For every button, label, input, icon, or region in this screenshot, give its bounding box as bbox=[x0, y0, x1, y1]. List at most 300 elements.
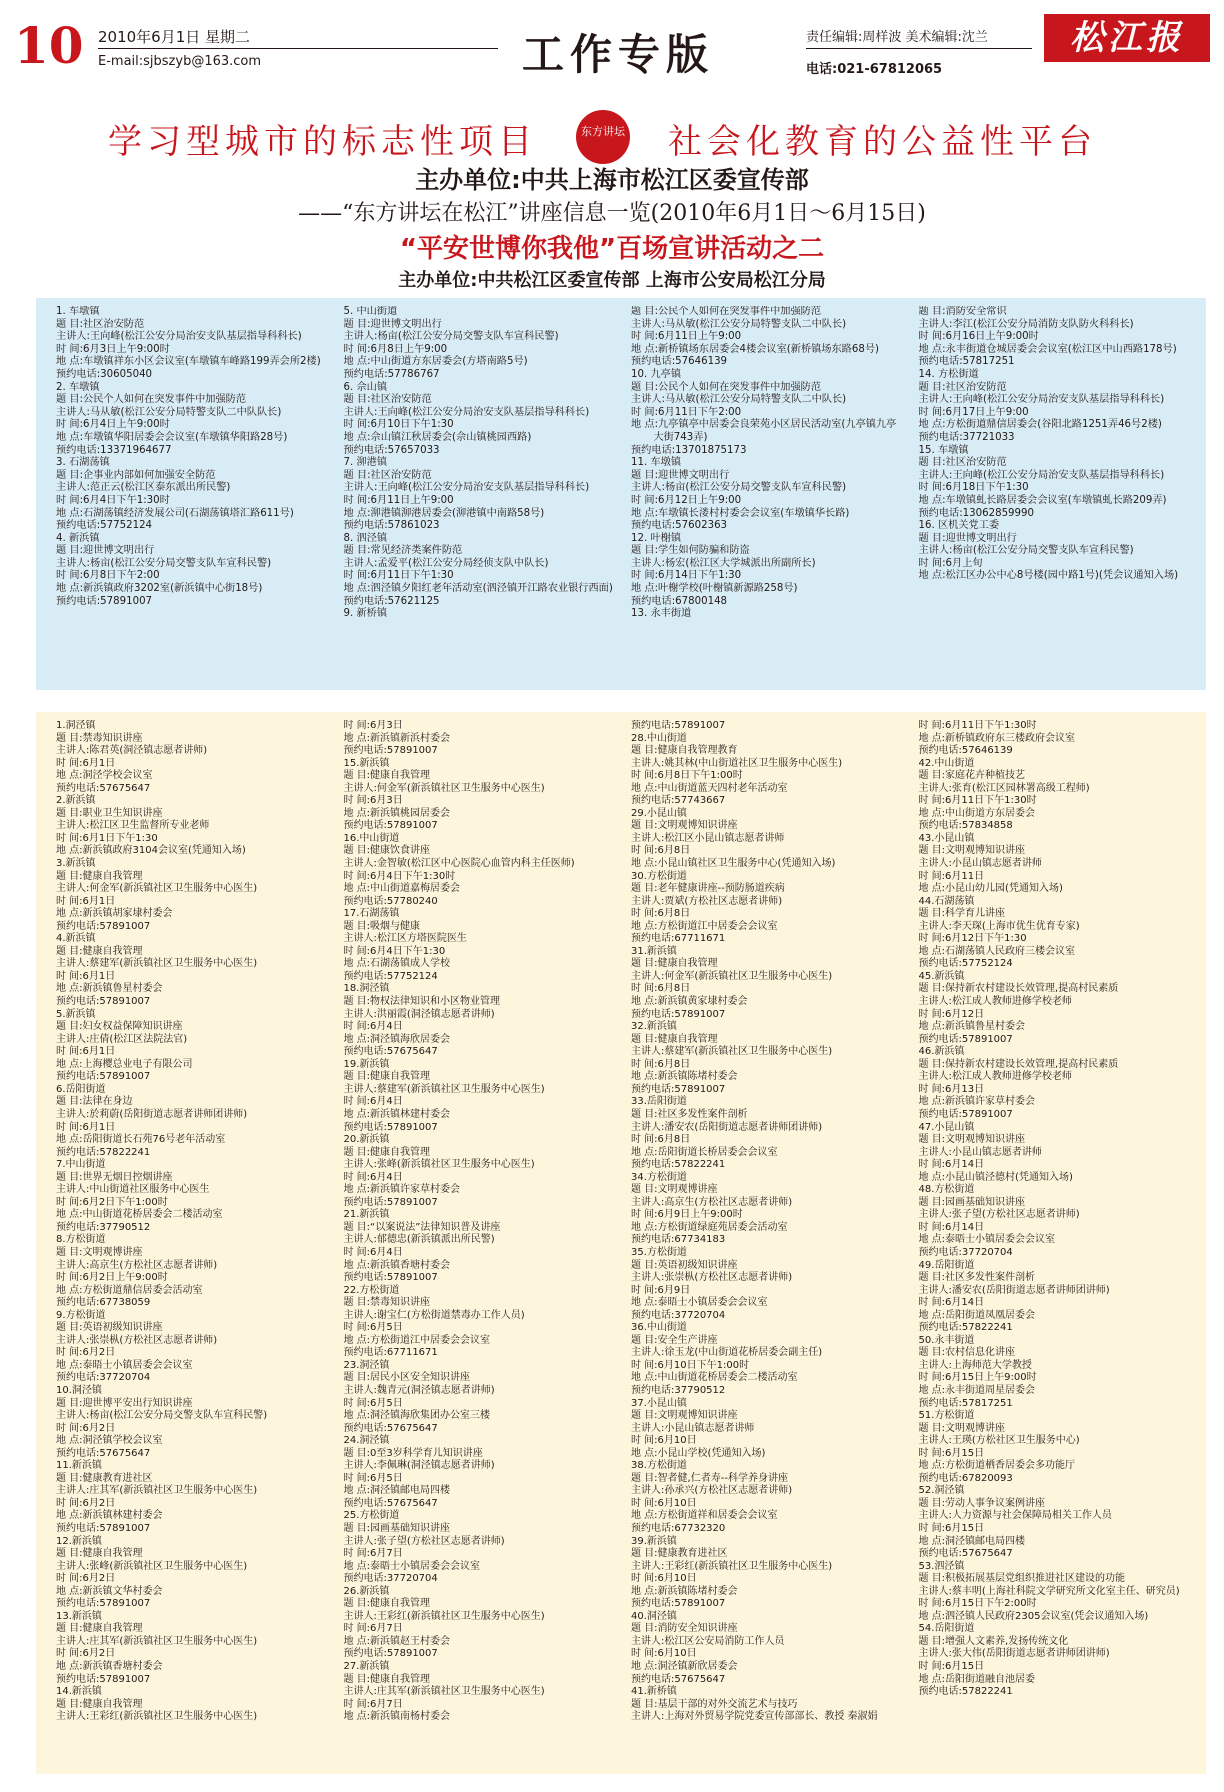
lecture-field: 主讲人:张子望(方松社区志愿者讲师) bbox=[918, 1209, 1080, 1221]
lecture-field: 地 点:岳阳街道长桥居委会会议室 bbox=[631, 1146, 778, 1158]
lecture-field: 主讲人:洪丽霞(洞泾镇志愿者讲师) bbox=[343, 1008, 495, 1020]
lecture-entry bbox=[344, 1059, 618, 1134]
lecture-field: 预约电话:57891007 bbox=[343, 1272, 438, 1284]
slogan-left: 学习型城市的标志性项目 bbox=[108, 122, 537, 162]
lecture-field: 时 间:6月11日 bbox=[918, 870, 985, 882]
lecture-venue-heading: 2.新浜镇 bbox=[56, 795, 96, 807]
lecture-field: 地 点:新浜镇桃园居委会 bbox=[343, 807, 451, 819]
lecture-field: 预约电话:57675647 bbox=[343, 1422, 438, 1434]
lecture-venue-heading: 9.方松街道 bbox=[56, 1309, 106, 1321]
lecture-field: 主讲人:王向峰(松江公安分局治安支队基层指导科科长) bbox=[56, 331, 302, 343]
lecture-field: 地 点:洞泾镇邮电局四楼 bbox=[343, 1485, 451, 1497]
lecture-field: 题 目:禁毒知识讲座 bbox=[56, 732, 143, 744]
lecture-field: 预约电话:57891007 bbox=[631, 1008, 726, 1020]
lecture-venue-heading: 46.新浜镇 bbox=[918, 1046, 965, 1058]
lecture-venue-heading: 30.方松街道 bbox=[631, 870, 687, 882]
lecture-field: 地 点:新浜镇文华村委会 bbox=[56, 1585, 163, 1597]
lecture-field: 题 目:英语初级知识讲座 bbox=[56, 1322, 163, 1334]
lecture-entry bbox=[56, 933, 330, 1008]
lecture-entry bbox=[919, 520, 1193, 583]
lecture-field: 时 间:6月8日 bbox=[631, 983, 691, 995]
lecture-venue-heading: 15.新浜镇 bbox=[343, 757, 390, 769]
lecture-entry bbox=[631, 1322, 905, 1397]
lecture-field: 时 间:6月1日 bbox=[56, 1046, 116, 1058]
lecture-field: 时 间:6月4日下午1:30 bbox=[343, 945, 446, 957]
lecture-field: 题 目:文明观博讲座 bbox=[56, 1246, 143, 1258]
lecture-field: 预约电话:57752124 bbox=[56, 520, 153, 532]
lecture-field: 题 目:社区治安防范 bbox=[56, 318, 145, 330]
lecture-venue-heading: 35.方松街道 bbox=[631, 1246, 687, 1258]
lecture-field: 地 点:中山街道花桥居委会二楼活动室 bbox=[631, 1372, 798, 1384]
lecture-field: 主讲人:蔡丰明(上海社科院文学研究所文化室主任、研究员) bbox=[918, 1585, 1180, 1597]
lecture-entry bbox=[631, 720, 905, 733]
lecture-field: 地 点:岳阳街道长石苑76号老年活动室 bbox=[56, 1134, 226, 1146]
lecture-entry bbox=[919, 1335, 1193, 1410]
lecture-field: 时 间:6月10日下午1:30 bbox=[343, 419, 454, 431]
panel-b-column bbox=[919, 720, 1193, 1766]
lecture-entry bbox=[919, 306, 1193, 369]
lecture-field: 地 点:泗泾镇人民政府2305会议室(凭会议通知入场) bbox=[918, 1610, 1149, 1622]
lecture-entry bbox=[631, 871, 905, 946]
lecture-field: 预约电话:57891007 bbox=[631, 720, 726, 731]
lecture-field: 题 目:消防安全常识 bbox=[918, 306, 1007, 317]
lecture-field: 主讲人:张峰(新浜镇社区卫生服务中心医生) bbox=[56, 1560, 248, 1572]
lecture-venue-heading: 16.中山街道 bbox=[343, 832, 400, 844]
lecture-venue-heading: 42.中山街道 bbox=[918, 757, 975, 769]
lecture-field: 题 目:迎世博文明出行 bbox=[56, 545, 155, 557]
lecture-field: 地 点:小昆山镇泾德村(凭通知入场) bbox=[918, 1171, 1073, 1183]
lecture-venue-heading: 10.洞泾镇 bbox=[56, 1384, 102, 1396]
lecture-venue-heading: 4.新浜镇 bbox=[56, 933, 96, 945]
lecture-venue-heading: 23.洞泾镇 bbox=[343, 1359, 390, 1371]
lecture-field: 题 目:基层干部的对外交流艺术与技巧 bbox=[631, 1698, 798, 1710]
lecture-field: 题 目:老年健康讲座--预防肠道疾病 bbox=[631, 883, 785, 895]
lecture-field: 主讲人:张子望(方松社区志愿者讲师) bbox=[343, 1535, 505, 1547]
lecture-entry bbox=[56, 306, 330, 382]
lecture-entry bbox=[344, 758, 618, 833]
lecture-field: 预约电话:57891007 bbox=[631, 1083, 726, 1095]
lecture-field: 地 点:新桥镇政府东三楼政府会议室 bbox=[918, 732, 1076, 744]
lecture-field: 题 目:健康自我管理 bbox=[56, 1623, 143, 1635]
lecture-field: 地 点:洞泾镇海欣集团办公室三楼 bbox=[343, 1410, 491, 1422]
lecture-entry bbox=[344, 306, 618, 382]
lecture-field: 地 点:中山街道嘉梅居委会 bbox=[343, 883, 461, 895]
lecture-venue-heading: 43.小昆山镇 bbox=[918, 832, 975, 844]
lecture-field: 题 目:健康自我管理 bbox=[343, 1598, 431, 1610]
lecture-field: 预约电话:57891007 bbox=[918, 1108, 1013, 1120]
lecture-field: 题 目:智者健,仁者寿--科学养身讲座 bbox=[631, 1472, 788, 1484]
lecture-entry bbox=[919, 369, 1193, 445]
lecture-field: 预约电话:57675647 bbox=[918, 1548, 1013, 1560]
lecture-field: 地 点:永丰街道周星居委会 bbox=[918, 1384, 1036, 1396]
lecture-field: 地 点:泰晤士小镇居委会会议室 bbox=[918, 1234, 1056, 1246]
lecture-field: 主讲人:张崇枞(方松社区志愿者讲师) bbox=[56, 1334, 218, 1346]
lecture-field: 预约电话:67711671 bbox=[343, 1347, 438, 1359]
lecture-field: 主讲人:张峰(新浜镇社区卫生服务中心医生) bbox=[343, 1159, 535, 1171]
lecture-venue-heading: 41.新桥镇 bbox=[631, 1686, 677, 1698]
lecture-entry bbox=[919, 1184, 1193, 1259]
lecture-entry bbox=[919, 1623, 1193, 1698]
lecture-entry bbox=[344, 1285, 618, 1360]
lecture-field: 预约电话:57675647 bbox=[343, 1046, 438, 1058]
panel-a-column bbox=[631, 306, 905, 682]
panel-b-column bbox=[344, 720, 618, 1766]
lecture-field: 地 点:泗泾镇夕阳红老年活动室(泗泾镇开江路农业银行西面) bbox=[343, 583, 613, 595]
lecture-field: 地 点:新浜镇许家草村委会 bbox=[343, 1184, 461, 1196]
lecture-field: 地 点:岳阳街道凤凰居委会 bbox=[918, 1309, 1036, 1321]
lecture-field: 地 点:新浜镇政府3202室(新浜镇中心街18号) bbox=[56, 583, 263, 595]
lecture-venue-heading: 4. 新浜镇 bbox=[56, 532, 100, 544]
lecture-field: 地 点:小昆山学校(凭通知入场) bbox=[631, 1447, 766, 1459]
lecture-entry bbox=[344, 1435, 618, 1510]
lecture-venue-heading: 17.石湖荡镇 bbox=[343, 908, 400, 920]
lecture-field: 主讲人:李佩琳(洞泾镇志愿者讲师) bbox=[343, 1460, 495, 1472]
lecture-field: 题 目:健康自我管理 bbox=[56, 1548, 143, 1560]
lecture-field: 时 间:6月10日 bbox=[631, 1648, 697, 1660]
lecture-field: 预约电话:57891007 bbox=[343, 1648, 438, 1660]
lecture-field: 题 目:迎世博文明出行 bbox=[631, 469, 730, 481]
panel-a-column bbox=[344, 306, 618, 682]
lecture-field: 时 间:6月7日 bbox=[343, 1548, 403, 1560]
lecture-field: 题 目:园画基础知识讲座 bbox=[918, 1196, 1026, 1208]
lecture-entry bbox=[631, 533, 905, 609]
lecture-field: 时 间:6月9日上午9:00时 bbox=[631, 1209, 743, 1221]
lecture-entry bbox=[631, 306, 905, 369]
lecture-field: 时 间:6月7日 bbox=[343, 1623, 403, 1635]
lecture-field: 时 间:6月4日 bbox=[343, 1246, 403, 1258]
lecture-venue-heading: 8.方松街道 bbox=[56, 1234, 106, 1246]
lecture-entry bbox=[631, 733, 905, 808]
lecture-field: 主讲人:王彩红(新浜镇社区卫生服务中心医生) bbox=[56, 1711, 258, 1723]
lecture-field: 预约电话:67732320 bbox=[631, 1523, 726, 1534]
lecture-field: 题 目:社区治安防范 bbox=[343, 394, 432, 406]
lecture-venue-heading: 13.新浜镇 bbox=[56, 1610, 102, 1622]
lecture-field: 主讲人:张大伟(岳阳街道志愿者讲师团讲师) bbox=[918, 1648, 1110, 1660]
lecture-field: 地 点:泰晤士小镇居委会会议室 bbox=[631, 1297, 768, 1309]
lecture-field: 地 点:新浜镇林建村委会 bbox=[56, 1510, 163, 1522]
lecture-venue-heading: 8. 泗泾镇 bbox=[343, 532, 388, 544]
lecture-venue-heading: 53.泗泾镇 bbox=[918, 1560, 965, 1572]
lecture-series-title: ——“东方讲坛在松江”讲座信息一览(2010年6月1日～6月15日) bbox=[298, 201, 926, 226]
lecture-field: 地 点:新浜镇黄家埭村委会 bbox=[631, 996, 748, 1008]
lecture-entry bbox=[631, 369, 905, 457]
lecture-entry bbox=[631, 1398, 905, 1461]
lecture-field: 时 间:6月2日 bbox=[56, 1573, 116, 1585]
lecture-entry bbox=[919, 1046, 1193, 1121]
lecture-entry bbox=[56, 382, 330, 458]
lecture-field: 地 点:中山街道花桥居委会二楼活动室 bbox=[56, 1209, 223, 1221]
lecture-venue-heading: 14. 方松街道 bbox=[918, 368, 979, 380]
lecture-venue-heading: 6.岳阳街道 bbox=[56, 1083, 106, 1095]
lecture-field: 地 点:泰晤士小镇居委会会议室 bbox=[56, 1359, 193, 1371]
lecture-field: 时 间:6月12日上午9:00 bbox=[631, 494, 742, 506]
lecture-field: 地 点:九亭镇亭中居委会良荣苑小区居民活动室(九亭镇九亭大街743弄) bbox=[631, 419, 897, 443]
lecture-entry bbox=[631, 1611, 905, 1686]
lecture-venue-heading: 1. 车墩镇 bbox=[56, 306, 100, 317]
lecture-field: 时 间:6月2日上午9:00时 bbox=[56, 1272, 168, 1284]
lecture-field: 题 目:健康自我管理 bbox=[631, 1033, 718, 1045]
lecture-field: 主讲人:小昆山镇志愿者讲师 bbox=[631, 1422, 755, 1434]
lecture-field: 题 目:公民个人如何在突发事件中加强防范 bbox=[631, 381, 822, 393]
lecture-field: 题 目:家庭花卉种植技艺 bbox=[918, 770, 1026, 782]
lecture-field: 地 点:洞泾镇邮电局四楼 bbox=[918, 1535, 1026, 1547]
lecture-venue-heading: 9. 新桥镇 bbox=[343, 608, 388, 620]
lecture-entry bbox=[631, 608, 905, 621]
lecture-field: 题 目:健康自我管理 bbox=[343, 1071, 431, 1083]
lecture-field: 题 目:健康自我管理 bbox=[56, 1698, 143, 1710]
lecture-venue-heading: 45.新浜镇 bbox=[918, 970, 965, 982]
lecture-field: 时 间:6月12日 bbox=[918, 1008, 985, 1020]
lecture-field: 地 点:车墩镇虬长路居委会会议室(车墩镇虬长路209弄) bbox=[918, 494, 1167, 506]
lecture-venue-heading: 5.新浜镇 bbox=[56, 1008, 96, 1020]
lecture-entry bbox=[56, 533, 330, 609]
lecture-field: 地 点:方松街道绿庭苑居委会活动室 bbox=[631, 1221, 788, 1233]
lecture-field: 主讲人:庄其军(新浜镇社区卫生服务中心医生) bbox=[56, 1485, 258, 1497]
lecture-field: 主讲人:徐玉龙(中山街道花桥居委会副主任) bbox=[631, 1347, 823, 1359]
lecture-venue-heading: 14.新浜镇 bbox=[56, 1686, 102, 1698]
lecture-field: 主讲人:李天琛(上海市优生优育专家) bbox=[918, 920, 1080, 932]
lecture-field: 预约电话:57646139 bbox=[918, 745, 1013, 757]
lecture-field: 主讲人:郁德忠(新浜镇派出所民警) bbox=[343, 1234, 495, 1246]
lecture-field: 时 间:6月1日下午1:30 bbox=[56, 832, 158, 844]
lecture-field: 时 间:6月15日 bbox=[918, 1661, 985, 1673]
lecture-field: 预约电话:57817251 bbox=[918, 356, 1015, 368]
lecture-venue-heading: 33.岳阳街道 bbox=[631, 1096, 687, 1108]
lecture-field: 时 间:6月11日上午9:00 bbox=[343, 494, 454, 506]
lecture-field: 时 间:6月11日下午1:30 bbox=[343, 570, 454, 582]
lecture-field: 题 目:文明观博讲座 bbox=[631, 1184, 718, 1196]
panel-b-column bbox=[631, 720, 905, 1766]
lecture-field: 预约电话:57752124 bbox=[918, 958, 1013, 970]
lecture-field: 题 目:健康饮食讲座 bbox=[343, 845, 431, 857]
lecture-entry bbox=[56, 1611, 330, 1686]
lecture-field: 时 间:6月14日 bbox=[918, 1159, 985, 1171]
lecture-entry bbox=[344, 720, 618, 758]
lecture-field: 时 间:6月8日 bbox=[631, 845, 691, 857]
lecture-field: 主讲人:上海对外贸易学院党委宣传部部长、教授 秦淑娟 bbox=[631, 1711, 878, 1723]
lecture-entry bbox=[344, 1510, 618, 1585]
lecture-field: 主讲人:王向峰(松江公安分局治安支队基层指导科科长) bbox=[918, 394, 1165, 406]
lecture-field: 题 目:保持新农村建设长效管理,提高村民素质 bbox=[918, 1058, 1119, 1070]
lecture-field: 时 间:6月2日 bbox=[56, 1648, 116, 1660]
lecture-field: 主讲人:松江成人教师进修学校老师 bbox=[918, 1071, 1072, 1083]
lecture-venue-heading: 29.小昆山镇 bbox=[631, 807, 687, 819]
lecture-field: 预约电话:57780240 bbox=[343, 895, 438, 907]
lecture-field: 地 点:岳阳街道融自池居委 bbox=[918, 1673, 1036, 1685]
lecture-venue-heading: 48.方松街道 bbox=[918, 1184, 975, 1196]
lecture-field: 地 点:中山街道方东居委会(方塔南路5号) bbox=[343, 356, 528, 368]
lecture-field: 预约电话:57602363 bbox=[631, 520, 728, 532]
issue-date: 2010年6月1日 星期二 bbox=[98, 28, 251, 46]
lecture-field: 时 间:6月18日下午1:30 bbox=[918, 482, 1029, 494]
lecture-field: 题 目:社区治安防范 bbox=[343, 469, 432, 481]
safety-lecture-panel bbox=[36, 298, 1206, 690]
lecture-field: 主讲人:王彩红(新浜镇社区卫生服务中心医生) bbox=[343, 1610, 545, 1622]
lecture-field: 地 点:车墩镇祥东小区会议室(车墩镇车峰路199弄会所2楼) bbox=[56, 356, 321, 368]
lecture-field: 题 目:文明观博知识讲座 bbox=[631, 1410, 738, 1422]
lecture-field: 主讲人:魏青元(洞泾镇志愿者讲师) bbox=[343, 1384, 495, 1396]
lecture-field: 预约电话:57834858 bbox=[918, 820, 1013, 832]
lecture-field: 题 目:法律在身边 bbox=[56, 1096, 133, 1108]
lecture-entry bbox=[344, 1360, 618, 1435]
lecture-field: 地 点:叶榭学校(叶榭镇新源路258号) bbox=[631, 583, 798, 595]
lecture-entry bbox=[344, 382, 618, 458]
lecture-venue-heading: 39.新浜镇 bbox=[631, 1535, 677, 1547]
lecture-venue-heading: 12.新浜镇 bbox=[56, 1535, 102, 1547]
lecture-venue-heading: 13. 永丰街道 bbox=[631, 608, 692, 620]
lecture-field: 地 点:方松街道江中居委会会议室 bbox=[343, 1334, 491, 1346]
lecture-entry bbox=[919, 1410, 1193, 1485]
lecture-venue-heading: 51.方松街道 bbox=[918, 1410, 975, 1422]
section-title: 工作专版 bbox=[522, 30, 715, 79]
lecture-field: 主讲人:人力资源与社会保障局相关工作人员 bbox=[918, 1510, 1112, 1522]
lecture-venue-heading: 11. 车墩镇 bbox=[631, 457, 682, 469]
lecture-field: 时 间:6月5日 bbox=[343, 1472, 403, 1484]
lecture-field: 主讲人:王向峰(松江公安分局治安支队基层指导科科长) bbox=[918, 469, 1165, 481]
lecture-field: 地 点:佘山镇江秋居委会(佘山镇桃园西路) bbox=[343, 431, 532, 443]
lecture-entry bbox=[56, 1385, 330, 1460]
lecture-field: 题 目:社区多发性案件剖析 bbox=[918, 1272, 1036, 1284]
lecture-venue-heading: 15. 车墩镇 bbox=[918, 444, 969, 456]
lecture-field: 主讲人:松江区方塔医院医生 bbox=[343, 933, 467, 945]
lecture-field: 预约电话:57861023 bbox=[343, 520, 440, 532]
lecture-entry bbox=[631, 1172, 905, 1247]
lecture-field: 题 目:迎世博文明出行 bbox=[918, 532, 1017, 544]
lecture-entry bbox=[919, 896, 1193, 971]
lecture-field: 预约电话:30605040 bbox=[56, 368, 153, 380]
lecture-field: 预约电话:13701875173 bbox=[631, 444, 747, 456]
lecture-field: 地 点:石湖荡镇人民政府三楼会议室 bbox=[918, 945, 1076, 957]
lecture-field: 主讲人:松江区小昆山镇志愿者讲师 bbox=[631, 832, 785, 844]
lecture-field: 题 目:保持新农村建设长效管理,提高村民素质 bbox=[918, 983, 1119, 995]
lecture-field: 主讲人:马从敏(松江公安分局特警支队二中队队长) bbox=[56, 406, 282, 418]
lecture-field: 预约电话:57891007 bbox=[56, 1071, 151, 1083]
lecture-field: 时 间:6月9日 bbox=[631, 1284, 691, 1296]
lecture-entry bbox=[919, 758, 1193, 833]
lecture-field: 时 间:6月5日 bbox=[343, 1397, 403, 1409]
lecture-field: 时 间:6月2日下午1:00时 bbox=[56, 1196, 168, 1208]
lecture-field: 预约电话:57675647 bbox=[56, 782, 151, 794]
lecture-venue-heading: 7. 泖港镇 bbox=[343, 457, 388, 469]
lecture-entry bbox=[56, 1084, 330, 1159]
lecture-venue-heading: 10. 九亭镇 bbox=[631, 368, 682, 380]
lecture-entry bbox=[631, 1686, 905, 1724]
lecture-field: 题 目:科学育儿讲座 bbox=[918, 908, 1006, 920]
lecture-field: 主讲人:庄倩(松江区法院法官) bbox=[56, 1033, 188, 1045]
lecture-field: 题 目:公民个人如何在突发事件中加强防范 bbox=[56, 394, 247, 406]
lecture-field: 主讲人:孙承兴(方松社区志愿者讲师) bbox=[631, 1485, 793, 1497]
lecture-field: 预约电话:37721033 bbox=[918, 431, 1015, 443]
lecture-entry bbox=[631, 1096, 905, 1171]
lecture-field: 题 目:常见经济类案件防范 bbox=[343, 545, 463, 557]
lecture-field: 预约电话:57822241 bbox=[631, 1159, 726, 1171]
lecture-field: 题 目:“以案说法”法律知识普及讲座 bbox=[343, 1221, 501, 1233]
lecture-venue-heading: 11.新浜镇 bbox=[56, 1460, 102, 1472]
lecture-field: 时 间:6月1日 bbox=[56, 895, 116, 907]
lecture-entry bbox=[344, 1209, 618, 1284]
lecture-field: 时 间:6月14日 bbox=[918, 1221, 985, 1233]
lecture-field: 主讲人:小昆山镇志愿者讲师 bbox=[918, 1146, 1042, 1158]
lecture-field: 时 间:6月4日 bbox=[343, 1021, 403, 1033]
lecture-field: 题 目:学生如何防骗和防盗 bbox=[631, 545, 750, 557]
lecture-field: 时 间:6月4日上午9:00时 bbox=[56, 419, 170, 431]
lecture-entry bbox=[344, 457, 618, 533]
lecture-field: 题 目:健康自我管理 bbox=[343, 1673, 431, 1685]
lecture-field: 题 目:文明观博讲座 bbox=[918, 1422, 1006, 1434]
lecture-field: 主讲人:蔡建军(新浜镇社区卫生服务中心医生) bbox=[631, 1046, 833, 1058]
lecture-field: 地 点:泰晤士小镇居委会会议室 bbox=[343, 1560, 481, 1572]
lecture-field: 主讲人:松江区公安局消防工作人员 bbox=[631, 1635, 785, 1647]
lecture-field: 预约电话:57822241 bbox=[918, 1686, 1013, 1698]
lecture-venue-heading: 31.新浜镇 bbox=[631, 945, 677, 957]
lecture-field: 预约电话:57675647 bbox=[343, 1497, 438, 1509]
lecture-field: 地 点:永丰街道仓城居委会会议室(松江区中山西路178号) bbox=[918, 343, 1177, 355]
lecture-field: 题 目:文明观博知识讲座 bbox=[918, 845, 1026, 857]
lecture-venue-heading: 5. 中山街道 bbox=[343, 306, 398, 317]
lecture-entry bbox=[631, 1247, 905, 1322]
lecture-field: 地 点:新浜镇鲁星村委会 bbox=[56, 983, 163, 995]
lecture-field: 时 间:6月1日 bbox=[56, 1121, 116, 1133]
lecture-field: 主讲人:中山街道社区服务中心医生 bbox=[56, 1184, 210, 1196]
lecture-field: 地 点:石湖荡镇经济发展公司(石湖荡镇塔汇路611号) bbox=[56, 507, 294, 519]
lecture-field: 题 目:职业卫生知识讲座 bbox=[56, 807, 163, 819]
lecture-field: 时 间:6月17日上午9:00 bbox=[918, 406, 1029, 418]
lecture-field: 时 间:6月5日 bbox=[343, 1322, 403, 1334]
lecture-field: 时 间:6月4日 bbox=[343, 1171, 403, 1183]
lecture-field: 主讲人:杨亩(松江公安分局交警支队车宣科民警) bbox=[631, 482, 847, 494]
lecture-field: 预约电话:57786767 bbox=[343, 368, 440, 380]
lecture-field: 预约电话:67711671 bbox=[631, 933, 726, 945]
lecture-field: 题 目:安全生产讲座 bbox=[631, 1334, 718, 1346]
lecture-entry bbox=[56, 1686, 330, 1724]
panel-b-column bbox=[56, 720, 330, 1766]
lecture-field: 题 目:居民小区安全知识讲座 bbox=[343, 1372, 471, 1384]
lecture-entry bbox=[631, 808, 905, 871]
lecture-field: 主讲人:潘安农(岳阳街道志愿者讲师团讲师) bbox=[631, 1121, 823, 1133]
lecture-field: 主讲人:姚其林(中山街道社区卫生服务中心医生) bbox=[631, 757, 843, 769]
lecture-field: 题 目:公民个人如何在突发事件中加强防范 bbox=[631, 306, 822, 317]
lecture-field: 题 目:社区治安防范 bbox=[918, 381, 1007, 393]
lecture-entry bbox=[919, 445, 1193, 521]
lecture-field: 时 间:6月16日上午9:00时 bbox=[918, 331, 1039, 343]
lecture-field: 主讲人:杨亩(松江公安分局交警支队车宣科民警) bbox=[343, 331, 559, 343]
lecture-field: 主讲人:高京生(方松社区志愿者讲师) bbox=[56, 1259, 218, 1271]
lecture-venue-heading: 3.新浜镇 bbox=[56, 858, 96, 870]
lecture-venue-heading: 16. 区机关党工委 bbox=[918, 520, 1000, 532]
lecture-field: 地 点:新浜镇香塘村委会 bbox=[56, 1661, 163, 1673]
lecture-field: 时 间:6月8日 bbox=[631, 1134, 691, 1146]
lecture-field: 预约电话:67800148 bbox=[631, 595, 728, 607]
lecture-entry bbox=[919, 720, 1193, 758]
lecture-field: 地 点:松江区办公中心8号楼(园中路1号)(凭会议通知入场) bbox=[918, 570, 1179, 582]
lecture-entry bbox=[919, 1122, 1193, 1185]
lecture-venue-heading: 25.方松街道 bbox=[343, 1510, 400, 1522]
lecture-field: 地 点:新浜镇鲁星村委会 bbox=[918, 1021, 1026, 1033]
lecture-field: 时 间:6月11日下午2:00 bbox=[631, 406, 742, 418]
lecture-field: 题 目:健康教育进社区 bbox=[631, 1548, 728, 1560]
lecture-field: 预约电话:57657033 bbox=[343, 444, 440, 456]
lecture-field: 主讲人:王向峰(松江公安分局治安支队基层指导科科长) bbox=[343, 482, 590, 494]
lecture-entry bbox=[344, 533, 618, 609]
lecture-field: 地 点:方松街道鼎信居委会活动室 bbox=[56, 1284, 203, 1296]
lecture-field: 时 间:6月8日下午1:00时 bbox=[631, 770, 743, 782]
lecture-venue-heading: 3. 石湖荡镇 bbox=[56, 457, 110, 469]
lecture-entry bbox=[631, 1536, 905, 1611]
lecture-field: 预约电话:67734183 bbox=[631, 1234, 726, 1246]
lecture-field: 题 目:健康自我管理 bbox=[343, 770, 431, 782]
lecture-field: 预约电话:57891007 bbox=[343, 1121, 438, 1133]
lecture-field: 预约电话:57752124 bbox=[343, 970, 438, 982]
